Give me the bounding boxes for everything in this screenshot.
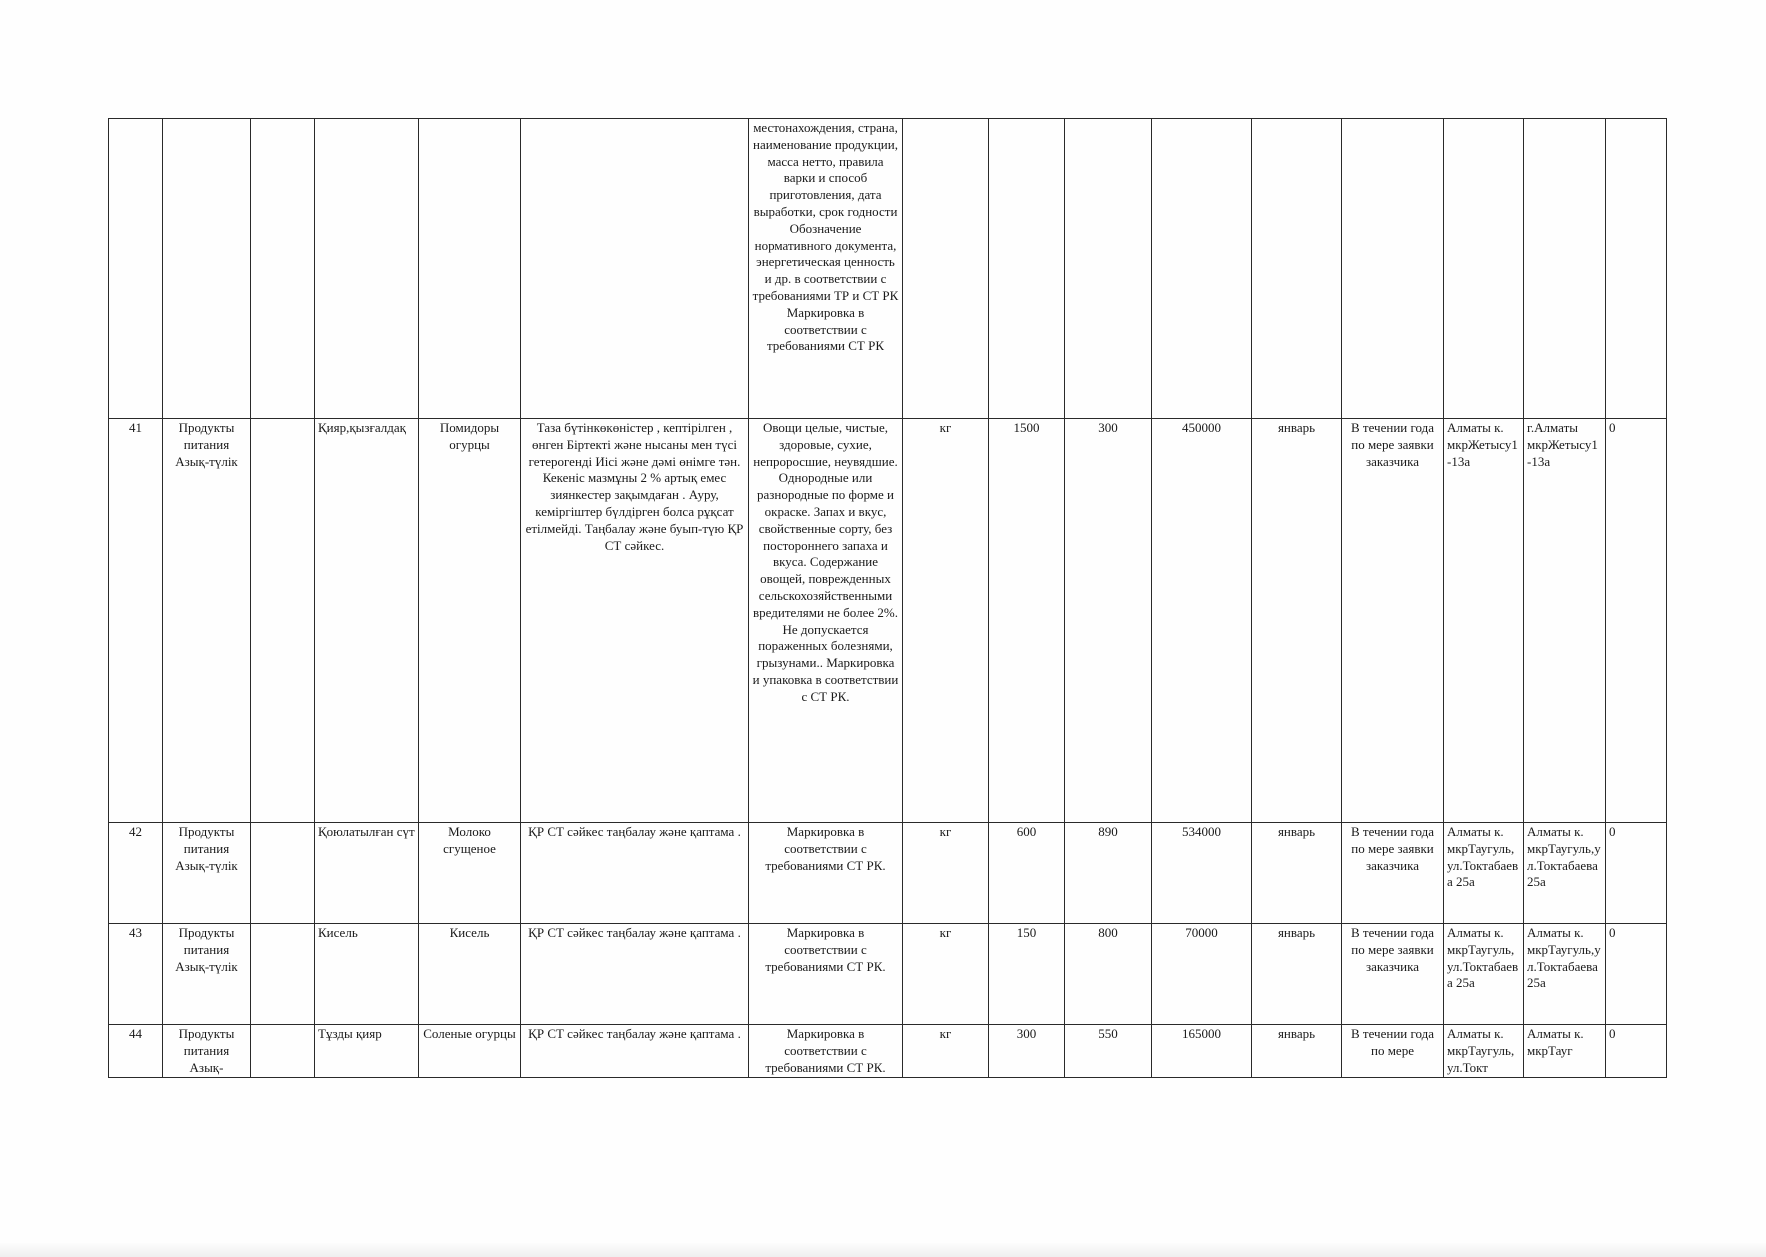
cell-desc-ru: Маркировка в соответствии с требованиями СТ РК. [749, 1025, 903, 1078]
cell-desc-ru: Овощи целые, чистые, здоровые, сухие, непроросшие, неувядшие. Однородные или разнородные по форме и окраске. Запах и вкус, свойственные сорту, без постороннего запаха и вкуса. Содержание овощей, поврежденных сельскохозяйственными вредителями не более 2%. Не допускается пораженных болезнями, грызунами.. Маркировка и упаковка в соответствии с СТ РК. [749, 419, 903, 823]
cell-qty: 600 [989, 823, 1065, 924]
cell-place [1444, 119, 1524, 419]
cell-qty [989, 119, 1065, 419]
cell-advance: 0 [1606, 924, 1667, 1025]
cell-address: г.Алматы мкрЖетысу1-13а [1524, 419, 1606, 823]
cell-name-ru: Соленые огурцы [419, 1025, 521, 1078]
cell-address: Алматы к. мкрТаугуль,ул.Токтабаева 25а [1524, 823, 1606, 924]
cell-unit: кг [903, 924, 989, 1025]
cell-category: Продукты питания Азық-түлік [163, 823, 251, 924]
cell-month: январь [1252, 823, 1342, 924]
cell-price: 890 [1065, 823, 1152, 924]
cell-desc-kz: ҚР СТ сәйкес таңбалау және қаптама . [521, 1025, 749, 1078]
cell-desc-kz: Таза бүтінкөкөністер , кептірілген , өнген Біртекті және нысаны мен түсі гетерогенді Иісі және дәмі өнімге тән. Кекеніс мазмұны 2 % артық емес зиянкестер зақымдаған . Ауру, кеміргіштер бүлдірген болса рұқсат етілмейді. Таңбалау және буып-түю ҚР СТ сәйкес. [521, 419, 749, 823]
cell-term: В течении года по мере заявки заказчика [1342, 924, 1444, 1025]
cell-sum: 165000 [1152, 1025, 1252, 1078]
cell-advance: 0 [1606, 419, 1667, 823]
cell-unit: кг [903, 1025, 989, 1078]
cell-num: 44 [109, 1025, 163, 1078]
cell-month [1252, 119, 1342, 419]
cell-place: Алматы к. мкрТаугуль,ул.Токтабаева 25а [1444, 924, 1524, 1025]
cell-num: 43 [109, 924, 163, 1025]
cell-price: 800 [1065, 924, 1152, 1025]
cell-category: Продукты питания Азық-түлік [163, 419, 251, 823]
cell-sum: 534000 [1152, 823, 1252, 924]
cell-name-ru: Кисель [419, 924, 521, 1025]
cell-price: 300 [1065, 419, 1152, 823]
cell-num: 42 [109, 823, 163, 924]
cell-code [251, 924, 315, 1025]
cell-name-ru: Молоко сгущеное [419, 823, 521, 924]
cell-sum: 70000 [1152, 924, 1252, 1025]
cell-advance: 0 [1606, 1025, 1667, 1078]
cell-month: январь [1252, 419, 1342, 823]
cell-unit: кг [903, 419, 989, 823]
cell-code [251, 119, 315, 419]
cell-name-kz: Тұзды қияр [315, 1025, 419, 1078]
cell-unit: кг [903, 823, 989, 924]
cell-address: Алматы к. мкрТауг [1524, 1025, 1606, 1078]
cell-month: январь [1252, 924, 1342, 1025]
cell-code [251, 419, 315, 823]
cell-desc-kz [521, 119, 749, 419]
cell-name-kz: Қоюлатылған сүт [315, 823, 419, 924]
table-row [109, 1025, 1667, 1078]
cell-sum: 450000 [1152, 419, 1252, 823]
cell-name-kz: Қияр,қызғалдақ [315, 419, 419, 823]
cell-category: Продукты питания Азық- [163, 1025, 251, 1078]
cell-desc-ru: местонахождения, страна, наименование продукции, масса нетто, правила варки и способ приготовления, дата выработки, срок годности Обозначение нормативного документа, энергетическая ценность и др. в соответствии с требованиями ТР и СТ РК Маркировка в соответствии с требованиями СТ РК [749, 119, 903, 419]
cell-code [251, 823, 315, 924]
table-row-continuation [109, 119, 1667, 419]
procurement-table [108, 118, 1667, 1078]
cell-advance: 0 [1606, 823, 1667, 924]
cell-name-kz: Кисель [315, 924, 419, 1025]
cell-term [1342, 119, 1444, 419]
cell-qty: 1500 [989, 419, 1065, 823]
cell-category: Продукты питания Азық-түлік [163, 924, 251, 1025]
cell-term: В течении года по мере [1342, 1025, 1444, 1078]
cell-month: январь [1252, 1025, 1342, 1078]
cell-desc-kz: ҚР СТ сәйкес таңбалау және қаптама . [521, 924, 749, 1025]
cell-desc-ru: Маркировка в соответствии с требованиями СТ РК. [749, 924, 903, 1025]
cell-term: В течении года по мере заявки заказчика [1342, 823, 1444, 924]
cell-term: В течении года по мере заявки заказчика [1342, 419, 1444, 823]
scan-bottom-edge [0, 1243, 1766, 1257]
cell-num: 41 [109, 419, 163, 823]
cell-name-kz [315, 119, 419, 419]
cell-advance [1606, 119, 1667, 419]
cell-desc-ru: Маркировка в соответствии с требованиями СТ РК. [749, 823, 903, 924]
cell-place: Алматы к. мкрТаугуль,ул.Токт [1444, 1025, 1524, 1078]
cell-qty: 300 [989, 1025, 1065, 1078]
cell-category [163, 119, 251, 419]
cell-name-ru: Помидоры огурцы [419, 419, 521, 823]
cell-num [109, 119, 163, 419]
table-row [109, 419, 1667, 823]
cell-unit [903, 119, 989, 419]
cell-code [251, 1025, 315, 1078]
cell-place: Алматы к. мкрЖетысу1-13а [1444, 419, 1524, 823]
table-row [109, 823, 1667, 924]
cell-price: 550 [1065, 1025, 1152, 1078]
cell-desc-kz: ҚР СТ сәйкес таңбалау және қаптама . [521, 823, 749, 924]
cell-price [1065, 119, 1152, 419]
cell-sum [1152, 119, 1252, 419]
cell-qty: 150 [989, 924, 1065, 1025]
cell-place: Алматы к. мкрТаугуль,ул.Токтабаева 25а [1444, 823, 1524, 924]
table-row [109, 924, 1667, 1025]
cell-address [1524, 119, 1606, 419]
cell-name-ru [419, 119, 521, 419]
cell-address: Алматы к. мкрТаугуль,ул.Токтабаева 25а [1524, 924, 1606, 1025]
